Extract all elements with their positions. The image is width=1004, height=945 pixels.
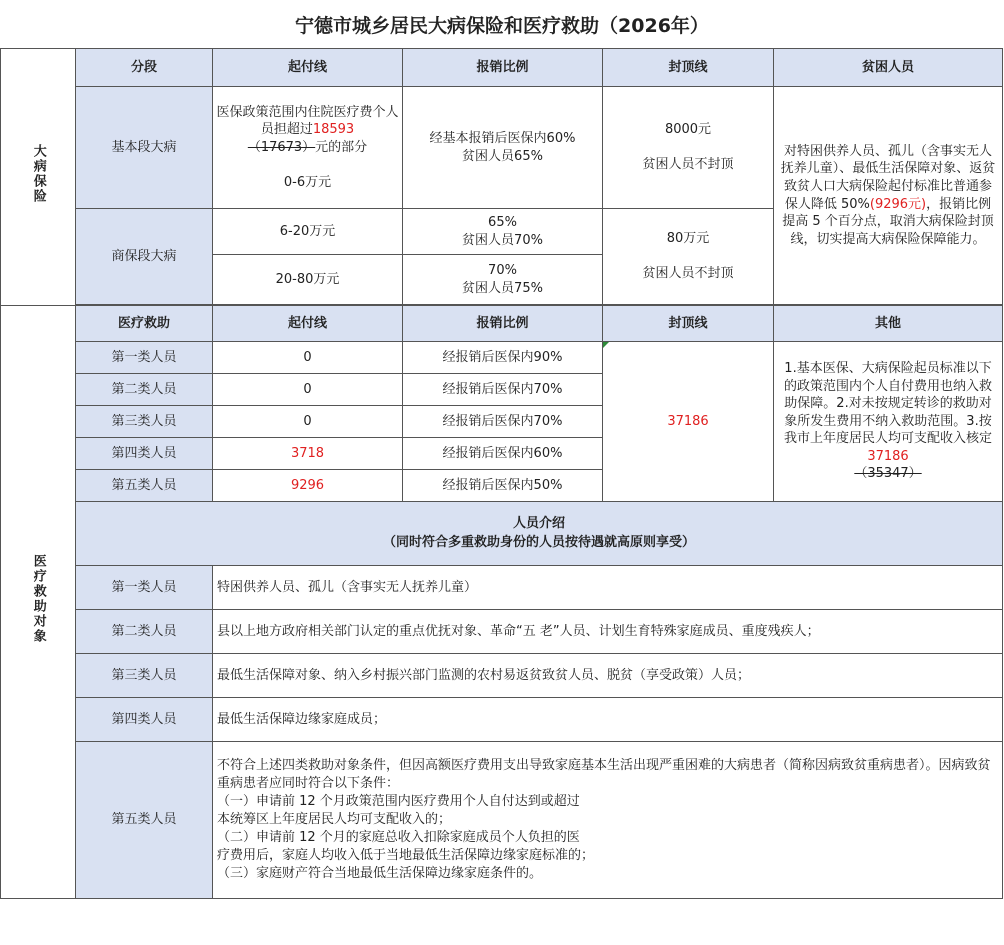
intro-row-name: 第四类人员 [76,698,213,742]
page-title: 宁德市城乡居民大病保险和医疗救助（2026年） [295,14,709,37]
aid-other-new: 37186 [867,448,909,464]
intro-row-text: 最低生活保障对象、纳入乡村振兴部门监测的农村易返贫致贫人员、脱贫（享受政策）人员； [213,654,1003,698]
commercial-range-1: 6-20万元 [213,209,403,255]
commercial-ratio-1: 65% 贫困人员70% [403,209,603,255]
basic-deductible-cell: 医保政策范围内住院医疗费个人员担超过18593 （17673）元的部分 0-6万元 [213,87,403,209]
aid-row-name: 第一类人员 [76,342,213,374]
header-ratio: 报销比例 [403,49,603,87]
aid-row-deductible: 3718 [213,438,403,470]
aid-row-deductible: 0 [213,342,403,374]
intro-row-text: 特困供养人员、孤儿（含事实无人抚养儿童） [213,566,1003,610]
poor-policy-cell: 对特困供养人员、孤儿（含事实无人抚养儿童）、最低生活保障对象、返贫致贫人口大病保险起付标准比普通参保人降低 50%(9296元)，报销比例提高 5 个百分点，取消大病保险封顶线，切实提高大病保险保障能力。 [774,87,1003,305]
intro-row-name: 第三类人员 [76,654,213,698]
intro-row-text: 县以上地方政府相关部门认定的重点优抚对象、革命“五 老”人员、计划生育特殊家庭成员、重度残疾人； [213,610,1003,654]
header-cap: 封顶线 [603,49,774,87]
header-segment: 分段 [76,49,213,87]
aid-row-ratio: 经报销后医保内60% [403,438,603,470]
aid-row-deductible: 9296 [213,470,403,502]
basic-deductible-old: （17673） [247,139,316,155]
aid-header-ratio: 报销比例 [403,306,603,342]
intro-fifth-text: 不符合上述四类救助对象条件，但因高额医疗费用支出导致家庭基本生活出现严重困难的大病患者（简称因病致贫重病患者）。因病致贫重病患者应同时符合以下条件： （一）申请前 12 个月政策范围内医疗费用个人自付达到或超过 本统筹区上年度居民人均可支配收入的； （二）申请前 12 个月的家庭总收入扣除家庭成员个人负担的医 疗费用后，家庭人均收入低于当地最低生活保障边缘家庭标准的； （三）家庭财产符合当地最低生活保障边缘家庭条件的。 [213,742,1003,899]
intro-row-text: 最低生活保障边缘家庭成员； [213,698,1003,742]
aid-row-ratio: 经报销后医保内70% [403,374,603,406]
commercial-range-2: 20-80万元 [213,255,403,305]
intro-row-name: 第一类人员 [76,566,213,610]
intro-row-name: 第二类人员 [76,610,213,654]
aid-row-name: 第五类人员 [76,470,213,502]
commercial-segment-label: 商保段大病 [76,209,213,305]
aid-header-category: 医疗救助 [76,306,213,342]
aid-row-name: 第四类人员 [76,438,213,470]
section-label-medical-aid: 医疗救助对象 [1,306,76,899]
basic-range: 0-6万元 [283,174,332,190]
aid-cap-value: 37186 [603,342,774,502]
aid-row-deductible: 0 [213,406,403,438]
aid-row-deductible: 0 [213,374,403,406]
aid-header-cap: 封顶线 [603,306,774,342]
basic-deductible-new: 18593 [312,122,355,138]
intro-row-name: 第五类人员 [76,742,213,899]
policy-table [0,48,1003,899]
header-poor: 贫困人员 [774,49,1003,87]
aid-row-ratio: 经报销后医保内90% [403,342,603,374]
aid-header-deductible: 起付线 [213,306,403,342]
basic-cap-cell: 8000元 贫困人员不封顶 [603,87,774,209]
aid-other-old: （35347） [854,466,922,482]
cell-comment-marker [603,342,609,348]
commercial-cap-cell: 80万元 贫困人员不封顶 [603,209,774,305]
aid-header-other: 其他 [774,306,1003,342]
aid-row-ratio: 经报销后医保内70% [403,406,603,438]
aid-other-cell: 1.基本医保、大病保险起员标准以下的政策范围内个人自付费用也纳入救助保障。2.对未按规定转诊的救助对象所发生费用不纳入救助范围。3.按我市上年度居民人均可支配收入核定37186 （35347） [774,342,1003,502]
header-deductible: 起付线 [213,49,403,87]
aid-row-name: 第二类人员 [76,374,213,406]
commercial-ratio-2: 70% 贫困人员75% [403,255,603,305]
intro-header: 人员介绍 （同时符合多重救助身份的人员按待遇就高原则享受） [76,502,1003,566]
aid-row-name: 第三类人员 [76,406,213,438]
basic-segment-label: 基本段大病 [76,87,213,209]
section-label-critical-illness: 大病保险 [1,49,76,306]
basic-ratio-cell: 经基本报销后医保内60% 贫困人员65% [403,87,603,209]
poor-red-value: (9296元) [869,196,927,212]
aid-row-ratio: 经报销后医保内50% [403,470,603,502]
